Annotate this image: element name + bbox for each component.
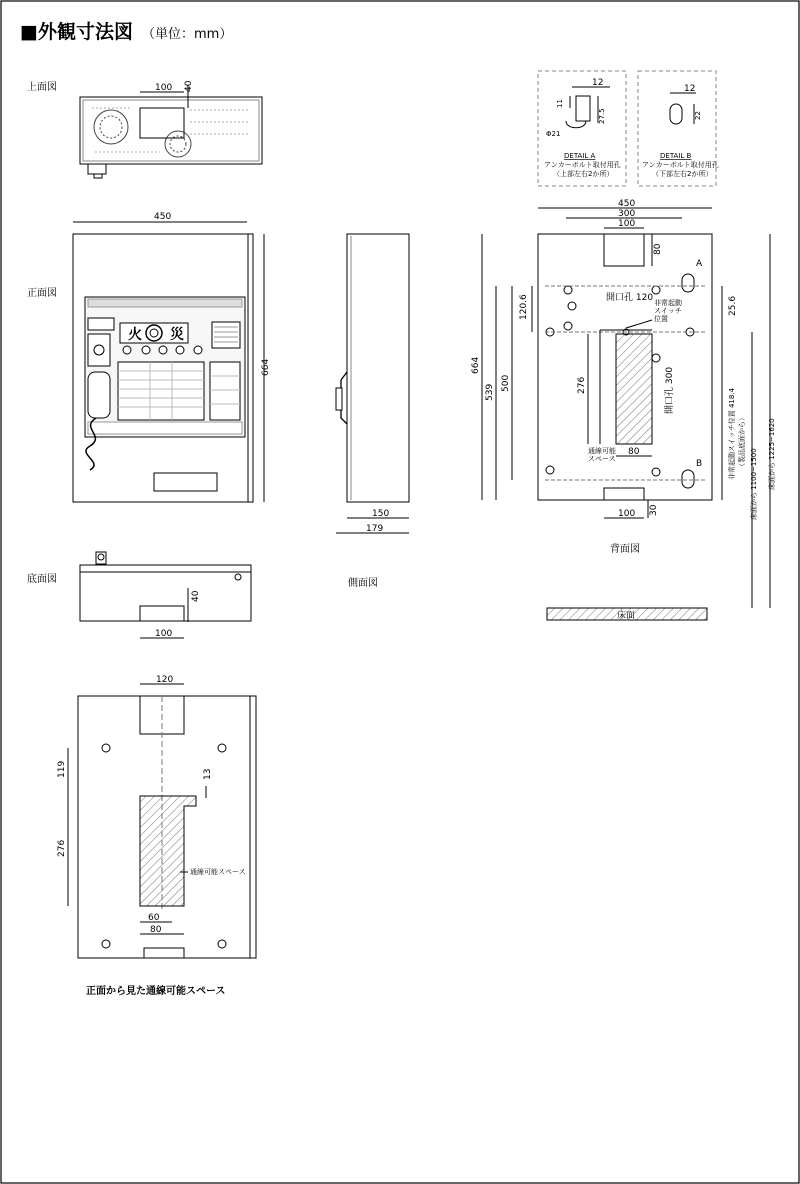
side-depth-dim: 150 xyxy=(372,509,390,519)
detail-a-caption2: （上部左右2か所） xyxy=(553,170,614,178)
front-view-label: 正面図 xyxy=(27,288,57,299)
back-switch-note-1: 非常起動 xyxy=(654,299,682,307)
detail-b-title: DETAIL B xyxy=(660,152,692,160)
back-dim-1206: 120.6 xyxy=(519,294,529,320)
wiring-space-view xyxy=(57,675,256,997)
bottom-width-dim: 100 xyxy=(155,629,173,639)
back-floor-1100: 床面から 1100~1500 xyxy=(750,448,758,520)
detail-a-caption1: アンカーボルト取付用孔 xyxy=(544,161,621,169)
wiring-dim-80: 80 xyxy=(150,925,162,935)
back-view-label: 背面図 xyxy=(610,544,640,555)
wiring-dim-119: 119 xyxy=(57,760,67,778)
back-dim-256: 25.6 xyxy=(728,295,738,316)
detail-a-title: DETAIL A xyxy=(564,152,596,160)
side-enclosure xyxy=(347,234,409,502)
back-dim-100-top: 100 xyxy=(618,219,636,229)
wiring-dim-13: 13 xyxy=(203,768,213,780)
detail-a-dim-phi: Φ21 xyxy=(546,130,561,138)
back-opening-120: 開口孔 120 xyxy=(606,293,654,303)
top-view-body xyxy=(80,97,262,164)
back-dim-100-bottom: 100 xyxy=(618,509,636,519)
back-label-a: A xyxy=(696,259,703,269)
back-view xyxy=(471,199,776,621)
side-view-label: 側面図 xyxy=(348,578,378,589)
detail-a-dim-11: 11 xyxy=(556,99,564,108)
bottom-depth-dim: 40 xyxy=(191,590,201,602)
detail-a-dim-275: 27.5 xyxy=(598,108,606,124)
detail-b-caption1: アンカーボルト取付用孔 xyxy=(642,161,719,169)
handset xyxy=(88,372,110,418)
top-view-label: 上面図 xyxy=(27,82,57,93)
back-label-b: B xyxy=(696,459,703,469)
back-opening-300: 開口孔 300 xyxy=(665,366,675,414)
back-floor-label: 床面 xyxy=(617,611,636,621)
side-view xyxy=(336,234,409,589)
front-width-dim: 450 xyxy=(154,212,172,222)
back-dim-450: 450 xyxy=(618,199,636,209)
bottom-view-label: 底面図 xyxy=(27,574,57,585)
panel-fire-left: 火 xyxy=(128,327,142,343)
back-dim-80-bottom: 80 xyxy=(628,447,640,457)
wiring-dim-60: 60 xyxy=(148,913,160,923)
detail-b-dim-12: 12 xyxy=(684,84,696,94)
wiring-dim-120: 120 xyxy=(156,675,174,685)
front-view xyxy=(27,212,271,502)
detail-b-caption2: （下部左右2か所） xyxy=(652,170,713,178)
top-view xyxy=(27,80,262,178)
top-depth-dim: 40 xyxy=(184,80,194,92)
back-dim-664: 664 xyxy=(471,356,481,374)
unit-note: （単位：mm） xyxy=(142,27,233,42)
back-switch-note-3: 位置 xyxy=(654,315,668,323)
wiring-view-label: 正面から見た通線可能スペース xyxy=(86,986,226,997)
back-switch-note-2: スイッチ xyxy=(654,307,682,315)
page-title: ■外観寸法図 xyxy=(20,21,133,43)
side-total-dim: 179 xyxy=(366,524,384,534)
front-height-dim: 664 xyxy=(261,358,271,376)
back-wiring-note-2: スペース xyxy=(588,455,616,463)
back-dim-30: 30 xyxy=(649,504,659,516)
top-width-dim: 100 xyxy=(155,83,173,93)
back-switch-pos: 非常起動スイッチ位置 418.4 xyxy=(728,388,736,480)
back-dim-80-top: 80 xyxy=(653,243,663,255)
wiring-space-label: 通線可能スペース xyxy=(190,868,246,876)
bottom-view xyxy=(27,552,251,639)
back-dim-539: 539 xyxy=(485,383,495,401)
detail-b xyxy=(638,71,719,186)
back-wiring-space xyxy=(616,334,652,444)
panel-fire-right: 災 xyxy=(170,327,184,343)
back-floor-1225: 床面から 1225~1620 xyxy=(768,418,776,490)
back-dim-300: 300 xyxy=(618,209,636,219)
back-dim-500: 500 xyxy=(501,374,511,392)
back-switch-pos-sub: （製品底面から） xyxy=(738,414,746,470)
back-dim-276: 276 xyxy=(577,376,587,394)
detail-a xyxy=(538,71,626,186)
detail-a-dim-12: 12 xyxy=(592,78,604,88)
detail-b-dim-22: 22 xyxy=(694,111,702,120)
wiring-dim-276: 276 xyxy=(57,839,67,857)
back-wiring-note-1: 通線可能 xyxy=(588,447,616,455)
